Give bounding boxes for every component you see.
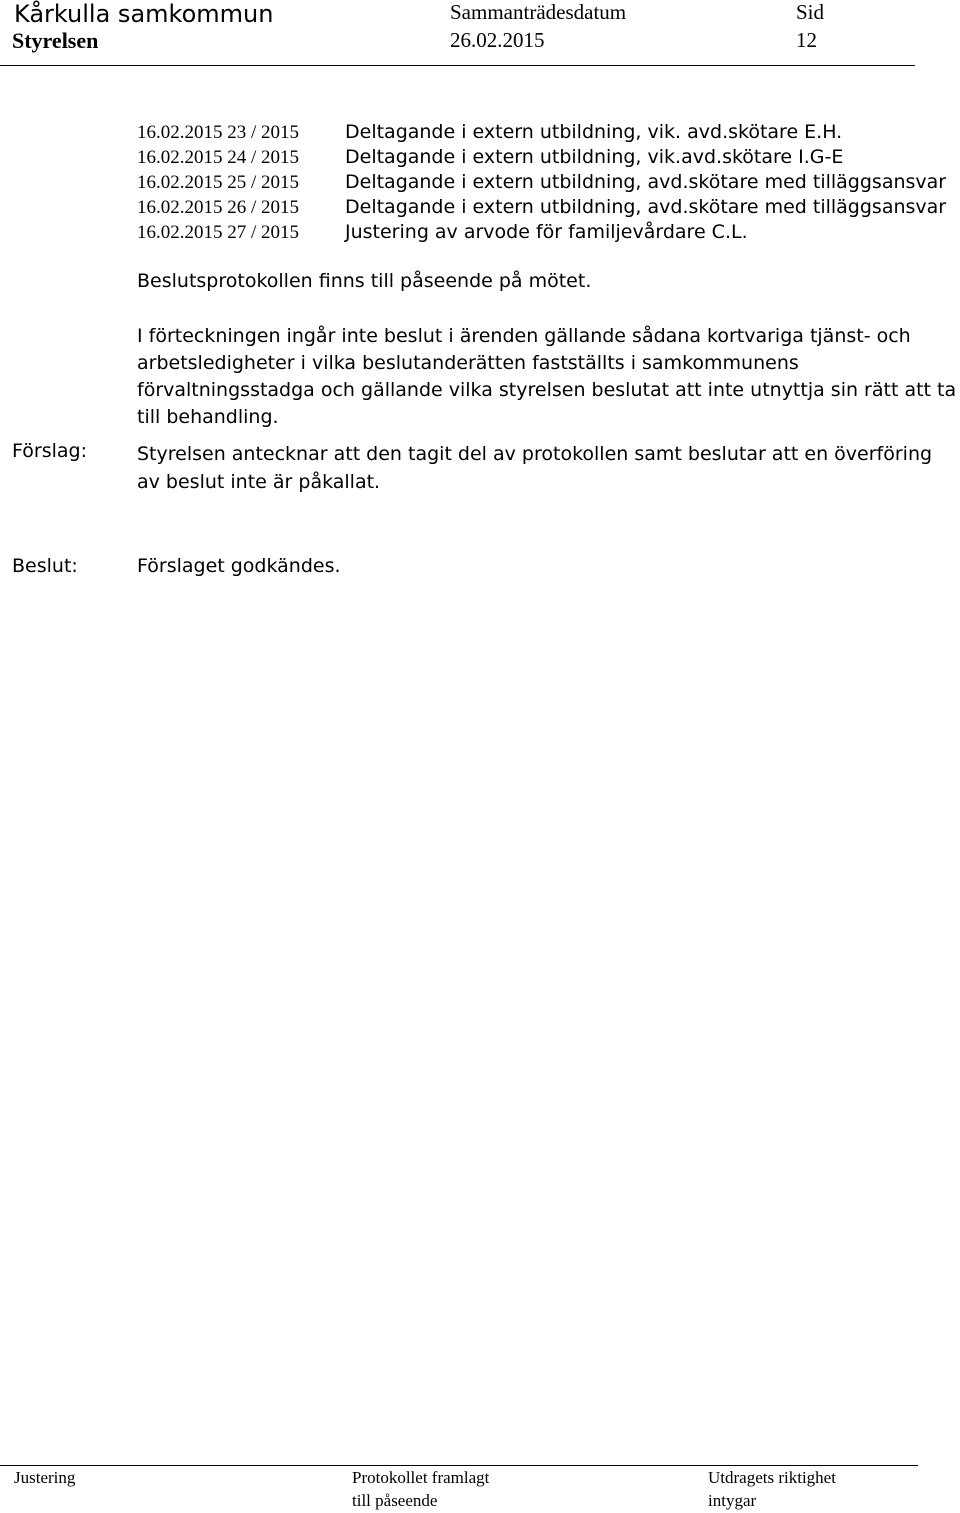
decision-text: Förslaget godkändes. [137, 555, 341, 577]
decision-ref: 16.02.2015 25 / 2015 [137, 172, 300, 193]
footer-certified-line1: Utdragets riktighet [708, 1468, 836, 1487]
decision-label: Beslut: [12, 555, 78, 577]
decision-item [137, 170, 946, 195]
decision-ref: 16.02.2015 23 / 2015 [137, 122, 300, 143]
list-note: I förteckningen ingår inte beslut i ärenden gällande sådana kortvariga tjänst- och arbetsledigheter i vilka beslutanderätten fastställts i samkommunens förvaltningsstadga och gällande vilka styrelsen beslutat att inte utnyttja sin rätt att ta till behandling. [137, 325, 957, 428]
decision-item [137, 145, 946, 170]
proposal-text: Styrelsen antecknar att den tagit del av protokollen samt beslutar att en överföring av beslut inte är påkallat. [137, 443, 933, 493]
decision-item [137, 195, 946, 220]
meeting-date-label: Sammanträdesdatum [450, 0, 627, 24]
footer-divider [0, 1465, 918, 1466]
decision-title: Deltagande i extern utbildning, avd.skötare med tilläggsansvar [345, 196, 947, 218]
decision-ref: 16.02.2015 26 / 2015 [137, 197, 300, 218]
footer-posted-line2: till påseende [352, 1491, 438, 1510]
page-label: Sid [796, 0, 825, 24]
decision-ref: 16.02.2015 24 / 2015 [137, 147, 300, 168]
body-name: Styrelsen [12, 28, 99, 53]
footer-adjustment: Justering [14, 1468, 76, 1487]
decision-list [137, 120, 946, 245]
footer-posted-line1: Protokollet framlagt [352, 1468, 490, 1487]
header-divider [0, 65, 915, 66]
page-number: 12 [796, 28, 817, 52]
decision-title: Deltagande i extern utbildning, vik.avd.skötare I.G-E [345, 146, 844, 168]
decision-title: Deltagande i extern utbildning, vik. avd.skötare E.H. [345, 121, 843, 143]
decision-title: Deltagande i extern utbildning, avd.skötare med tilläggsansvar [345, 171, 947, 193]
decision-item [137, 120, 946, 145]
meeting-date: 26.02.2015 [450, 28, 545, 52]
footer-certified-line2: intygar [708, 1491, 757, 1510]
decision-ref: 16.02.2015 27 / 2015 [137, 222, 300, 243]
decision-title: Justering av arvode för familjevårdare C.L. [345, 221, 748, 243]
decision-item [137, 220, 946, 245]
organization-name: Kårkulla samkommun [14, 0, 274, 28]
proposal-label: Förslag: [12, 440, 87, 462]
protocols-note: Beslutsprotokollen finns till påseende på mötet. [137, 270, 592, 292]
